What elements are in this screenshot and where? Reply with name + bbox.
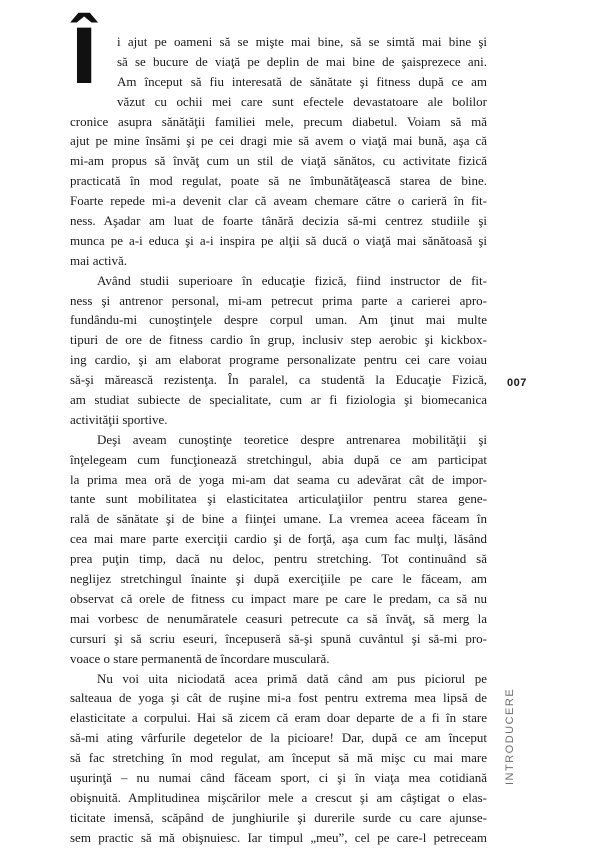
text-line: sem practic să mă obişnuiesc. Iar timpul „meu”, cel pe care-l petreceam (70, 829, 487, 845)
text-line: văzut cu ochii mei care sunt efectele devastatoare ale bolilor (117, 93, 487, 109)
text-line: rală de sănătate şi de bine a fiinţei umane. La vremea aceea făceam în (70, 511, 487, 527)
text-line: Foarte repede mi-a devenit clar că aveam chemare către o carieră în fit- (70, 193, 487, 209)
drop-cap: Î (70, 12, 99, 101)
text-line: elasticitate a corpului. Hai să zicem că eram doar departe de a fi în stare (70, 710, 487, 726)
text-line: să fac stretching în mod regulat, am început să mă mişc cu mai mare (70, 750, 487, 766)
text-line: prea puţin timp, dacă nu deloc, pentru stretching. Tot continuând să (70, 551, 487, 567)
text-line: înţelegeam cum funcţionează stretchingul, abia după ce am participat (70, 451, 487, 467)
text-line: activităţii sportive. (70, 411, 168, 427)
text-line: să-şi mărească rezistenţa. În paralel, ca studentă la Educaţie Fizică, (70, 372, 487, 388)
section-label: INTRODUCERE (504, 687, 516, 785)
text-line: ticitate imensă, scăpând de junghiurile şi durerile surde cu care ajunse- (70, 809, 487, 825)
text-line: uşurinţă – nu numai când făceam sport, ci şi în viaţa mea cotidiană (70, 769, 487, 785)
text-line: mai activă. (70, 252, 128, 268)
text-line: observat că orele de fitness cu impact mare pe care le predam, ca să nu (70, 590, 487, 606)
text-line: cursuri şi să scriu eseuri, începuseră să-şi spună cuvântul şi să-mi pro- (70, 630, 487, 646)
text-line: practicată în mod regulat, poate să ne îmbunătăţească starea de bine. (70, 173, 487, 189)
text-line: Având studii superioare în educaţie fizică, fiind instructor de fit- (97, 272, 487, 288)
text-line: să-mi ating vârfurile degetelor de la picioare! Dar, după ce am început (70, 730, 487, 746)
text-line: tipuri de ore de fitness cardio în grup, inclusiv step aerobic şi kickbox- (70, 332, 487, 348)
text-line: fundându-mi cunoştinţele despre corpul uman. Am ţinut mai multe (70, 312, 487, 328)
text-line: cronice asupra sănătăţii familiei mele, precum diabetul. Voiam să mă (70, 113, 487, 129)
text-line: Deşi aveam cunoştinţe teoretice despre antrenarea mobilităţii şi (97, 431, 487, 447)
text-line: Nu voi uita niciodată acea primă dată când am pus piciorul pe (97, 670, 487, 686)
page-number: 007 (507, 377, 527, 389)
text-line: la prima mea oră de yoga mi-am dat seama cu adevărat cât de impor- (70, 471, 487, 487)
text-line: neglijez stretchingul înainte şi după exerciţiile pe care le făceam, am (70, 571, 487, 587)
text-line: mi-am propus să învăţ cum un stil de viaţă sănătos, cu activitate fizică (70, 153, 487, 169)
text-line: ness. Aşadar am luat de foarte tânără decizia să-mi centrez studiile şi (70, 213, 487, 229)
body-text (70, 32, 487, 848)
text-line: cea mai mare parte exerciţii cardio şi de forţă, aşa cum fac mulţi, lăsând (70, 531, 487, 547)
text-line: salteaua de yoga şi cât de ruşine mi-a fost pentru extrema mea lipsă de (70, 690, 487, 706)
text-line: munca pe a-i educa şi a-i inspira pe alţii să ducă o viaţă mai sănătoasă şi (70, 232, 487, 248)
text-line: Am început să fiu interesată de sănătate şi fitness după ce am (117, 73, 487, 89)
text-line: obişnuită. Amplitudinea mişcărilor mele a crescut şi am câştigat o elas- (70, 789, 487, 805)
text-line: i ajut pe oameni să se mişte mai bine, să se simtă mai bine şi (117, 34, 487, 49)
text-line: am studiat subiecte de specialitate, cum ar fi fiziologia şi biomecanica (70, 392, 487, 408)
text-line: mai vorbesc de nenumăratele ceasuri petrecute ca să învăţ, să merg la (70, 610, 487, 626)
text-line: ness şi antrenor personal, mi-am petrecut prima parte a carierei apro- (70, 292, 487, 308)
text-line: ajut pe mine însămi şi pe cei dragi mie să avem o viaţă mai bună, aşa că (70, 133, 487, 149)
text-line: să se bucure de viaţă pe deplin de mai bine de şaisprezece ani. (117, 53, 487, 69)
text-line: voace o stare permanentă de încordare musculară. (70, 650, 330, 666)
text-line: ing cardio, şi am elaborat programe personalizate pentru cei care voiau (70, 352, 487, 368)
text-line: tante sunt mobilitatea şi elasticitatea articulaţiilor pentru starea gene- (70, 491, 487, 507)
